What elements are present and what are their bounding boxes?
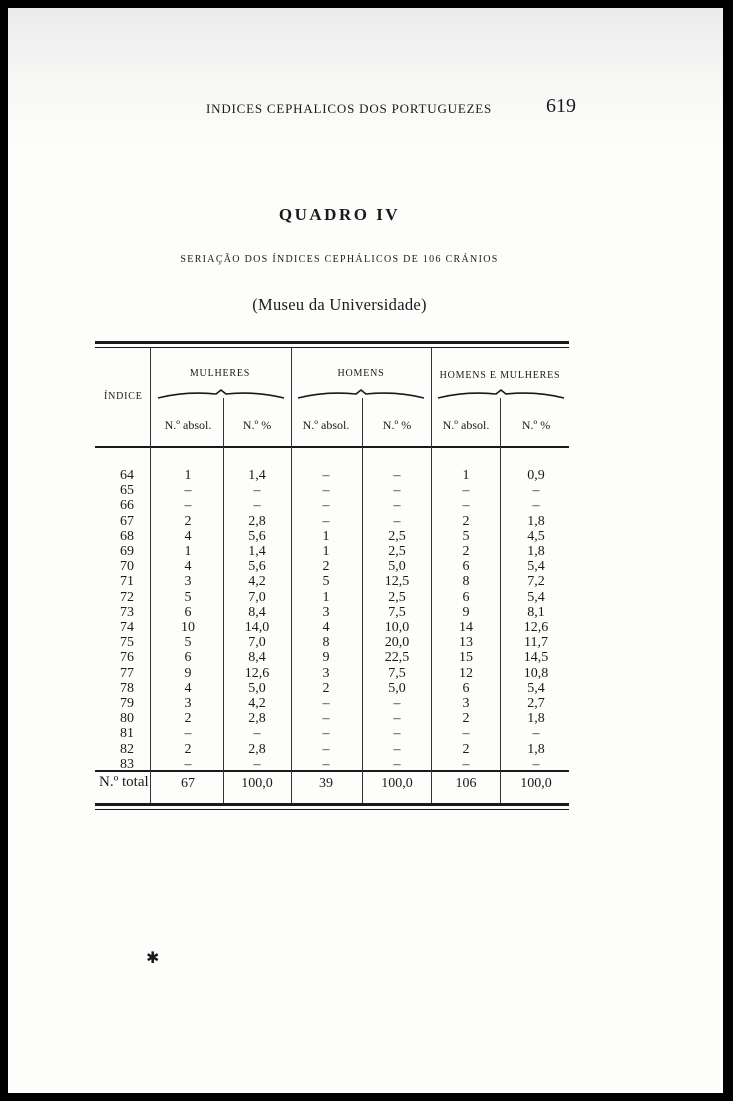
row-index: 78 [120,680,134,696]
footer-asterisk: ✱ [146,950,160,967]
table-cell: – [184,756,192,772]
table-cell: 3 [184,696,192,711]
table-cell: 22,5 [384,650,410,666]
table-cell: 6 [462,559,470,575]
table-cell: – [184,726,192,742]
table-top-rule-thin [95,347,569,348]
table-cell: – [322,726,330,742]
table-cell: 1 [184,468,192,483]
total-mulheres-absol: 67 [181,776,195,791]
table-cell: 7,5 [388,604,406,620]
table-cell: – [462,756,470,772]
table-cell: 4,5 [527,528,545,544]
table-cell: 2 [184,711,192,727]
table-cell: – [393,468,401,483]
table-cell: 2,8 [248,741,266,757]
table-cell: – [184,483,192,499]
table-cell: 14 [459,620,473,635]
table-cell: 1,8 [527,711,545,727]
row-index: 74 [120,620,134,635]
group-header-homens-e-mulheres: HOMENS E MULHERES [439,370,561,381]
table-cell: 5,6 [248,559,266,575]
table-cell: 4 [322,620,330,635]
table-cell: 9 [184,665,192,681]
table-cell: 2 [462,544,470,559]
page [8,8,723,1093]
table-cell: 8,1 [527,604,545,620]
row-index: 80 [120,711,134,727]
subheader-mulheres-absol: N.º absol. [164,418,212,432]
row-index: 77 [120,665,134,681]
table-cell: 5,4 [527,680,545,696]
group-header-mulheres: MULHERES [189,368,251,379]
table-cell: 4,2 [248,574,266,590]
row-index: 73 [120,604,134,620]
row-index: 79 [120,696,134,711]
table-cell: 1,8 [527,741,545,757]
table-cell: 1 [322,589,330,605]
table-cell: 5 [184,635,192,651]
table-cell: 20,0 [384,635,410,651]
table-cell: 7,0 [248,635,266,651]
table-cell: 2,5 [388,589,406,605]
row-index: 67 [120,513,134,529]
table-cell: 9 [462,604,470,620]
row-index: 70 [120,559,134,575]
table-cell: 1 [462,468,470,483]
table-cell: 2 [184,513,192,529]
table-cell: 3 [322,665,330,681]
table-cell: 5,0 [388,680,406,696]
table-cell: 2,8 [248,711,266,727]
running-title: INDICES CEPHALICOS DOS PORTUGUEZES [206,101,493,116]
table-cell: 1 [322,544,330,559]
table-cell: – [184,498,192,514]
col-divider [150,348,151,803]
subheader-ambos-absol: N.º absol. [442,418,490,432]
table-cell: 4 [184,680,192,696]
table-cell: 11,7 [524,635,548,651]
table-cell: 2 [322,680,330,696]
row-index: 66 [120,498,134,514]
table-cell: – [393,726,401,742]
table-cell: – [322,468,330,483]
table-cell: 4 [184,528,192,544]
table-cell: 13 [459,635,473,651]
table-cell: 1,4 [248,468,266,483]
table-cell: 7,0 [248,589,266,605]
table-cell: 8,4 [248,604,266,620]
row-index: 64 [120,468,134,483]
table-cell: – [322,498,330,514]
table-cell: – [532,483,540,499]
table-cell: 8 [462,574,470,590]
table-cell: 7,5 [388,665,406,681]
table-cell: – [322,756,330,772]
table-cell: – [253,756,261,772]
table-cell: – [462,483,470,499]
table-subtitle: SERIAÇÃO DOS ÍNDICES CEPHÁLICOS DE 106 CRÁNIOS [180,254,499,265]
table-cell: 8,4 [248,650,266,666]
table-cell: 14,5 [523,650,549,666]
row-index: 68 [120,528,134,544]
table-cell: 1,8 [527,544,545,559]
table-cell: 4,2 [248,696,266,711]
table-cell: 2,7 [527,696,545,711]
table-cell: 5 [322,574,330,590]
col-divider [291,348,292,803]
table-cell: 4 [184,559,192,575]
table-cell: – [253,726,261,742]
table-cell: – [393,498,401,514]
table-cell: – [393,741,401,757]
table-cell: – [393,711,401,727]
row-index: 69 [120,544,134,559]
table-top-rule [95,341,569,344]
table-cell: – [322,483,330,499]
row-index: 75 [120,635,134,651]
table-cell: 9 [322,650,330,666]
table-cell: 1 [322,528,330,544]
col-divider [362,398,363,803]
table-cell: 1,8 [527,513,545,529]
table-bottom-rule-thin [95,809,569,810]
total-homens-absol: 39 [319,776,333,791]
table-cell: 5,0 [248,680,266,696]
table-cell: – [532,498,540,514]
header-bottom-rule [95,446,569,448]
table-cell: 12,6 [523,620,549,635]
table-cell: 12,6 [244,665,270,681]
row-index: 76 [120,650,134,666]
table-cell: 15 [459,650,473,666]
table-cell: 7,2 [527,574,545,590]
table-cell: 6 [184,650,192,666]
table-cell: 2,5 [388,544,406,559]
col-divider [431,348,432,803]
table-cell: – [253,498,261,514]
table-cell: 2,8 [248,513,266,529]
table-cell: 5,6 [248,528,266,544]
subheader-homens-pct: N.º % [382,418,412,432]
table-cell: – [322,696,330,711]
table-cell: 10,0 [384,620,410,635]
table-cell: – [322,513,330,529]
table-cell: 14,0 [244,620,270,635]
group-header-homens: HOMENS [337,368,385,379]
table-cell: – [393,513,401,529]
table-cell: 5 [462,528,470,544]
total-label: N.º total [99,774,149,790]
table-cell: – [322,711,330,727]
table-cell: – [393,756,401,772]
total-mulheres-pct: 100,0 [241,776,273,791]
table-cell: 10 [181,620,195,635]
table-cell: 6 [184,604,192,620]
total-ambos-pct: 100,0 [520,776,552,791]
page-number: 619 [546,95,576,117]
table-cell: – [253,483,261,499]
table-cell: 2 [184,741,192,757]
row-index: 65 [120,483,134,499]
row-index: 83 [120,756,134,772]
row-index: 82 [120,741,134,757]
table-cell: 8 [322,635,330,651]
table-cell: – [393,696,401,711]
table-cell: 5,4 [527,589,545,605]
table-cell: – [393,483,401,499]
table-title: QUADRO IV [278,205,401,224]
table-cell: 5 [184,589,192,605]
table-cell: 2,5 [388,528,406,544]
brace-swash [156,388,286,400]
table-cell: 3 [184,574,192,590]
table-cell: 5,0 [388,559,406,575]
row-index: 81 [120,726,134,742]
table-cell: 2 [462,513,470,529]
table-cell: 6 [462,680,470,696]
table-cell: – [322,741,330,757]
table-cell: 3 [322,604,330,620]
index-header: ÍNDICE [104,391,143,402]
col-divider [223,398,224,803]
table-cell: 0,9 [527,468,545,483]
table-cell: – [532,726,540,742]
row-index: 72 [120,589,134,605]
row-index: 71 [120,574,134,590]
total-top-rule [95,770,569,772]
col-divider [500,398,501,803]
table-cell: – [462,726,470,742]
table-cell: 10,8 [523,665,549,681]
table-cell: 6 [462,589,470,605]
subheader-mulheres-pct: N.º % [242,418,272,432]
table-cell: – [532,756,540,772]
source-note: (Museu da Universidade) [252,295,427,314]
table-cell: 3 [462,696,470,711]
table-bottom-rule [95,803,569,806]
table-cell: 2 [322,559,330,575]
subheader-homens-absol: N.º absol. [302,418,350,432]
subheader-ambos-pct: N.º % [521,418,551,432]
brace-swash [296,388,426,400]
table-cell: 12,5 [384,574,410,590]
total-ambos-absol: 106 [455,776,477,791]
total-homens-pct: 100,0 [381,776,413,791]
table-cell: 5,4 [527,559,545,575]
table-cell: 1 [184,544,192,559]
table-cell: – [462,498,470,514]
brace-swash [436,388,566,400]
table-cell: 1,4 [248,544,266,559]
table-cell: 2 [462,741,470,757]
table-cell: 12 [459,665,473,681]
table-cell: 2 [462,711,470,727]
